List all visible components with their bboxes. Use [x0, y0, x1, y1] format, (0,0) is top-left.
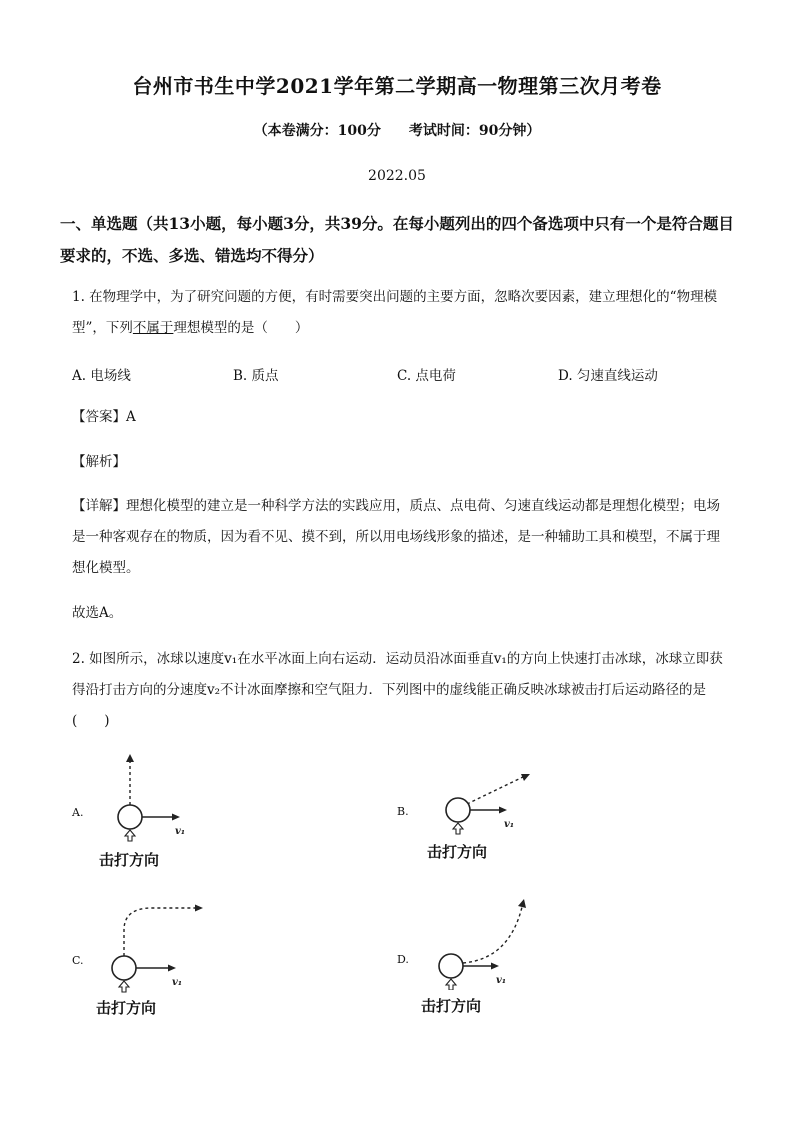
figure-b — [397, 770, 597, 870]
question-1-emphasis: 不属于 — [132, 320, 174, 336]
figure-b-v1: v₁ — [504, 819, 515, 830]
answer-value: A — [126, 409, 136, 425]
figure-c-v1: v₁ — [172, 977, 183, 988]
figure-c-label: C. — [72, 954, 84, 967]
figure-c-diagram — [72, 900, 272, 995]
figure-c — [72, 900, 272, 1025]
figure-d-hit-label: 击打方向 — [421, 997, 482, 1015]
figure-d-label: D. — [397, 953, 409, 966]
question-1-answer — [72, 402, 732, 433]
figure-a-hit-label: 击打方向 — [99, 851, 160, 869]
question-2-text: 2. 如图所示，冰球以速度v₁在水平冰面上向右运动．运动员沿冰面垂直v₁的方向上快速打击冰球，冰球立即获得沿打击方向的分速度v₂不计冰面摩擦和空气阻力．下列图中的虚线能正确反映冰球被击打后运动路径的是( ) — [72, 651, 723, 729]
answer-tag: 【答案】 — [72, 409, 126, 425]
question-1-text — [72, 282, 732, 344]
figure-d-v1: v₁ — [496, 975, 507, 986]
question-1-conclusion: 故选A。 — [72, 605, 123, 621]
figure-a-diagram — [72, 752, 262, 842]
question-1-detail — [72, 491, 732, 584]
figure-a-v1: v₁ — [175, 826, 186, 837]
page-title: 台州市书生中学2021学年第二学期高一物理第三次月考卷 — [132, 74, 662, 98]
detail-tag: 【详解】 — [72, 498, 126, 514]
exam-info: （本卷满分：100分 考试时间：90分钟） — [253, 123, 541, 139]
question-1-text-part1: 1. 在物理学中，为了研究问题的方便，有时需要突出问题的主要方面，忽略次要因素，建立理想化的“物理模型”，下列 — [72, 289, 718, 336]
question-1-analysis-tag: 【解析】 — [72, 454, 126, 470]
figure-c-hit-label: 击打方向 — [96, 999, 157, 1017]
question-1-option-a: A. 电场线 — [72, 368, 131, 384]
figure-a-label: A. — [72, 806, 84, 819]
question-1-option-b: B. 质点 — [233, 368, 279, 384]
figure-b-diagram — [397, 770, 597, 840]
figure-a — [72, 752, 262, 872]
figure-d-diagram — [397, 895, 597, 990]
question-1-option-c: C. 点电荷 — [397, 368, 456, 384]
figure-d — [397, 895, 597, 1020]
question-1-text-part2: 理想模型的是（ ） — [173, 320, 309, 336]
question-1-option-d: D. 匀速直线运动 — [558, 368, 658, 384]
exam-date: 2022.05 — [368, 168, 426, 184]
figure-b-label: B. — [397, 805, 409, 818]
figure-b-hit-label: 击打方向 — [427, 843, 488, 861]
detail-text: 理想化模型的建立是一种科学方法的实践应用，质点、点电荷、匀速直线运动都是理想化模型；电场是一种客观存在的物质，因为看不见、摸不到，所以用电场线形象的描述，是一种辅助工具和模型，不属于理想化模型。 — [72, 498, 720, 576]
section-heading: 一、单选题（共13小题，每小题3分，共39分。在每小题列出的四个备选项中只有一个是符合题目要求的，不选、多选、错选均不得分） — [60, 214, 734, 265]
